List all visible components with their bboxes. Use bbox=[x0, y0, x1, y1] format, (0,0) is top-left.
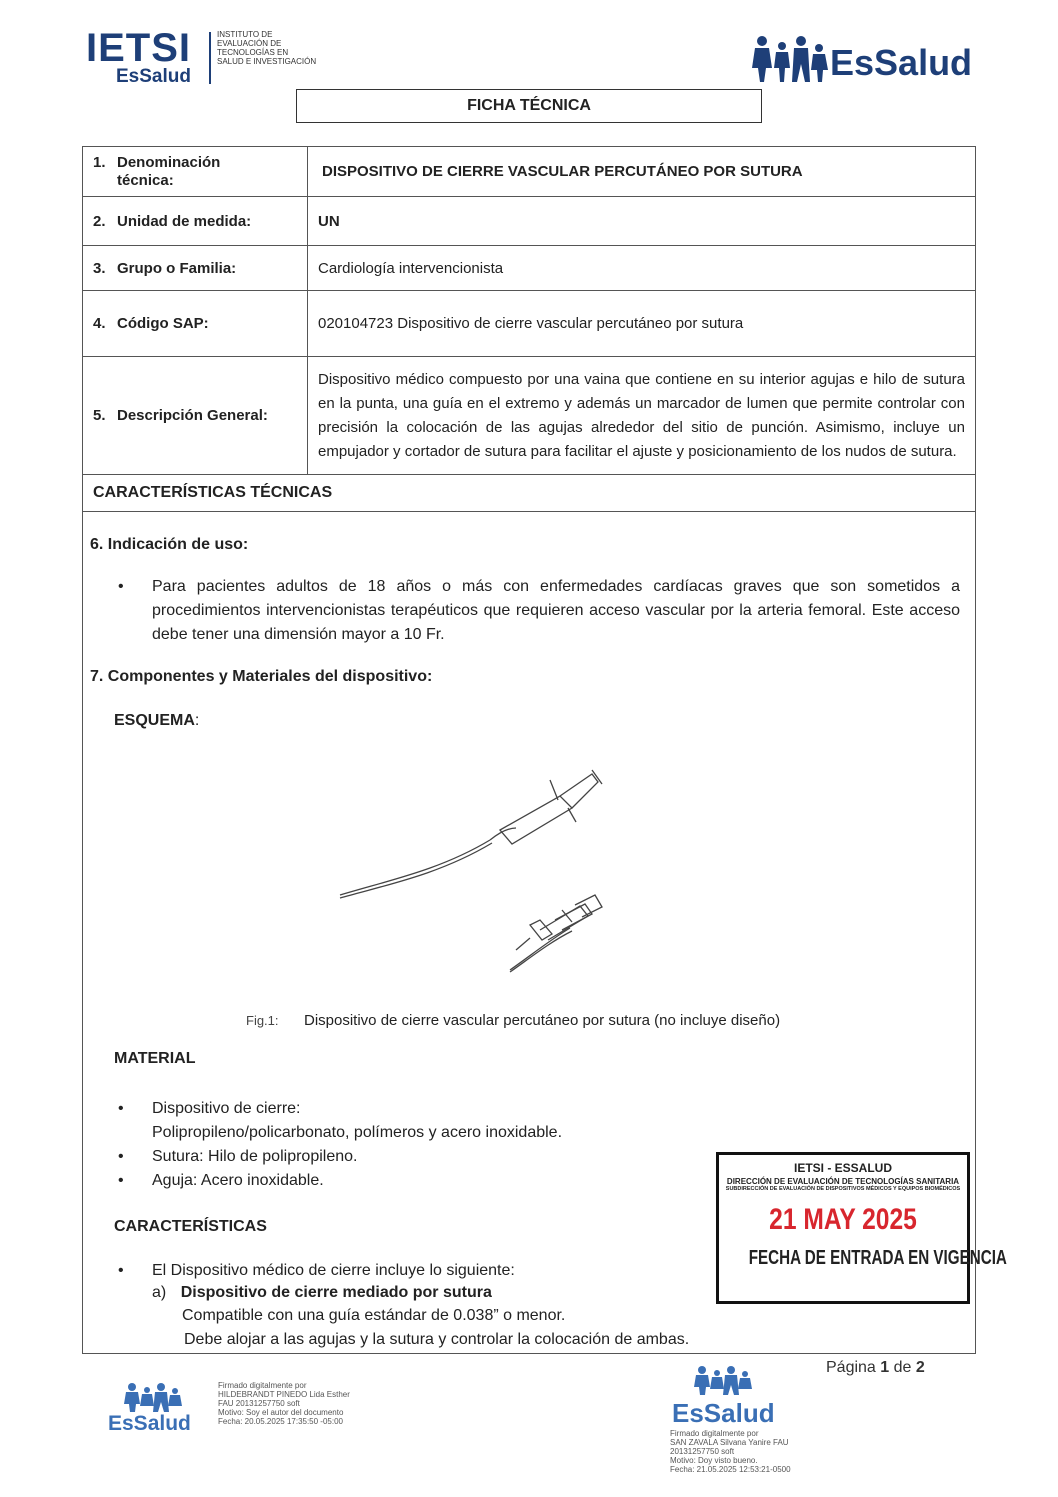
footer-left-wordmark: EsSalud bbox=[108, 1412, 191, 1435]
section-7-heading: 7. Componentes y Materiales del dispositivo: bbox=[90, 668, 433, 685]
row-label bbox=[83, 246, 308, 291]
signature-line: Motivo: Soy el autor del documento bbox=[218, 1408, 344, 1417]
essalud-logo bbox=[752, 32, 982, 88]
list-item: • Sutura: Hilo de polipropileno. bbox=[114, 1145, 714, 1169]
stamp-line2: SUBDIRECCIÓN DE EVALUACIÓN DE DISPOSITIVOS MÉDICOS Y EQUIPOS BIOMÉDICOS bbox=[725, 1186, 961, 1192]
list-item-subtext: Polipropileno/policarbonato, polímeros y acero inoxidable. bbox=[152, 1124, 563, 1141]
row-label bbox=[83, 197, 308, 246]
table-row bbox=[83, 147, 976, 197]
row-number: 3. bbox=[93, 259, 106, 277]
row-label-text: Denominación técnica: bbox=[117, 153, 221, 189]
ietsi-sub-wordmark: EsSalud bbox=[116, 66, 191, 87]
table-row bbox=[83, 357, 976, 475]
signature-line: Firmado digitalmente por bbox=[670, 1429, 759, 1438]
signature-line: Firmado digitalmente por bbox=[218, 1381, 307, 1390]
esquema-colon: : bbox=[194, 712, 200, 729]
list-item: • Aguja: Acero inoxidable. bbox=[114, 1169, 714, 1193]
esquema-label bbox=[114, 712, 199, 730]
stamp-caption: FECHA DE ENTRADA EN VIGENCIA bbox=[748, 1247, 1007, 1269]
section-6-heading: 6. Indicación de uso: bbox=[90, 536, 249, 553]
signature-left bbox=[218, 1381, 350, 1426]
item-a bbox=[152, 1284, 492, 1302]
row-label-text: Unidad de medida: bbox=[117, 212, 252, 230]
page-title: FICHA TÉCNICA bbox=[296, 89, 762, 123]
signature-right bbox=[670, 1429, 791, 1474]
page-mid: de bbox=[889, 1359, 916, 1376]
item-a-label: a) bbox=[152, 1284, 167, 1301]
row-number: 4. bbox=[93, 315, 106, 332]
row-value: DISPOSITIVO DE CIERRE VASCULAR PERCUTÁNEO POR SUTURA bbox=[308, 147, 976, 197]
material-list bbox=[114, 1097, 714, 1193]
signature-line: Motivo: Doy visto bueno. bbox=[670, 1456, 758, 1465]
row-label bbox=[83, 291, 308, 357]
list-item: • El Dispositivo médico de cierre incluye lo siguiente: bbox=[114, 1259, 714, 1283]
signature-line: FAU 20131257750 soft bbox=[218, 1399, 300, 1408]
spec-table bbox=[82, 146, 976, 512]
footer-logo-left bbox=[108, 1378, 198, 1438]
signature-line: SAN ZAVALA Silvana Yanire FAU bbox=[670, 1438, 789, 1447]
page-current: 1 bbox=[880, 1359, 890, 1376]
caracteristicas-heading: CARACTERÍSTICAS bbox=[114, 1218, 267, 1235]
footer-logo-right bbox=[664, 1360, 784, 1430]
family-figures-icon bbox=[124, 1382, 182, 1412]
stamp-org: IETSI - ESSALUD bbox=[793, 1161, 892, 1175]
figure-label: Fig.1: bbox=[246, 1013, 279, 1028]
family-figures-icon bbox=[752, 34, 828, 84]
row-label-text: Código SAP: bbox=[117, 315, 209, 332]
row-label-text: Grupo o Familia: bbox=[117, 259, 237, 277]
row-value: 020104723 Dispositivo de cierre vascular percutáneo por sutura bbox=[308, 291, 976, 357]
item-a-line1: Compatible con una guía estándar de 0.038” o menor. bbox=[182, 1307, 566, 1324]
essalud-wordmark: EsSalud bbox=[830, 42, 973, 83]
row-value-description: Dispositivo médico compuesto por una vaina que contiene en su interior agujas e hilo de sutura en la punta, una guía en el extremo y además un marcador de lumen que permite controlar con precisión la colocación de las agujas alrededor del sitio de punción. Asimismo, incluye un empujador y cortador de sutura para facilitar el ajuste y posicionamiento de los nudos de sutura. bbox=[308, 357, 976, 475]
row-value: Cardiología intervencionista bbox=[308, 246, 976, 291]
section-6-list bbox=[114, 575, 960, 647]
figure-caption: Dispositivo de cierre vascular percutáneo por sutura (no incluye diseño) bbox=[304, 1012, 781, 1029]
row-label bbox=[83, 357, 308, 475]
table-row bbox=[83, 291, 976, 357]
esquema-label-text: ESQUEMA bbox=[114, 712, 195, 729]
table-row bbox=[83, 246, 976, 291]
signature-line: 20131257750 soft bbox=[670, 1447, 735, 1456]
item-a-title: Dispositivo de cierre mediado por sutura bbox=[180, 1284, 492, 1301]
signature-line: Fecha: 21.05.2025 12:53:21-0500 bbox=[670, 1465, 791, 1474]
ietsi-institute-text: INSTITUTO DE EVALUACIÓN DE TECNOLOGÍAS EN SALUD E INVESTIGACIÓN bbox=[217, 30, 317, 66]
page-prefix: Página bbox=[826, 1359, 881, 1376]
row-label bbox=[83, 147, 308, 197]
row-number: 5. bbox=[93, 407, 106, 424]
logo-divider bbox=[209, 32, 211, 84]
list-item-text: Dispositivo de cierre: bbox=[152, 1100, 301, 1117]
table-row bbox=[83, 197, 976, 246]
list-item bbox=[114, 1097, 714, 1145]
material-heading: MATERIAL bbox=[114, 1050, 196, 1067]
stamp-line1: DIRECCIÓN DE EVALUACIÓN DE TECNOLOGÍAS SANITARIA bbox=[726, 1177, 960, 1186]
item-a-line2: Debe alojar a las agujas y la sutura y controlar la colocación de ambas. bbox=[184, 1331, 690, 1348]
row-number: 1. bbox=[93, 153, 106, 171]
section-heading-row bbox=[83, 475, 976, 512]
family-figures-icon bbox=[694, 1364, 752, 1396]
list-item: • Para pacientes adultos de 18 años o más con enfermedades cardíacas graves que son sometidos a procedimientos intervencionistas terapéuticos que requieren acceso vascular por la arteria femoral. Este acceso debe tener una dimensión mayor a 10 Fr. bbox=[114, 575, 960, 647]
device-illustration bbox=[330, 760, 620, 995]
row-number: 2. bbox=[93, 212, 106, 230]
section-heading: CARACTERÍSTICAS TÉCNICAS bbox=[83, 475, 976, 512]
page-number bbox=[826, 1359, 925, 1377]
ietsi-wordmark: IETSI bbox=[86, 26, 192, 70]
ietsi-logo bbox=[86, 28, 316, 86]
signature-line: HILDEBRANDT PINEDO Lida Esther bbox=[218, 1390, 350, 1399]
signature-line: Fecha: 20.05.2025 17:35:50 -05:00 bbox=[218, 1417, 343, 1426]
stamp-date: 21 MAY 2025 bbox=[769, 1203, 917, 1236]
caracteristicas-list bbox=[114, 1259, 714, 1283]
row-value: UN bbox=[308, 197, 976, 246]
validity-stamp bbox=[716, 1152, 1007, 1304]
footer-right-wordmark: EsSalud bbox=[672, 1398, 775, 1428]
row-label-text: Descripción General: bbox=[117, 407, 268, 424]
page-total: 2 bbox=[915, 1359, 925, 1376]
